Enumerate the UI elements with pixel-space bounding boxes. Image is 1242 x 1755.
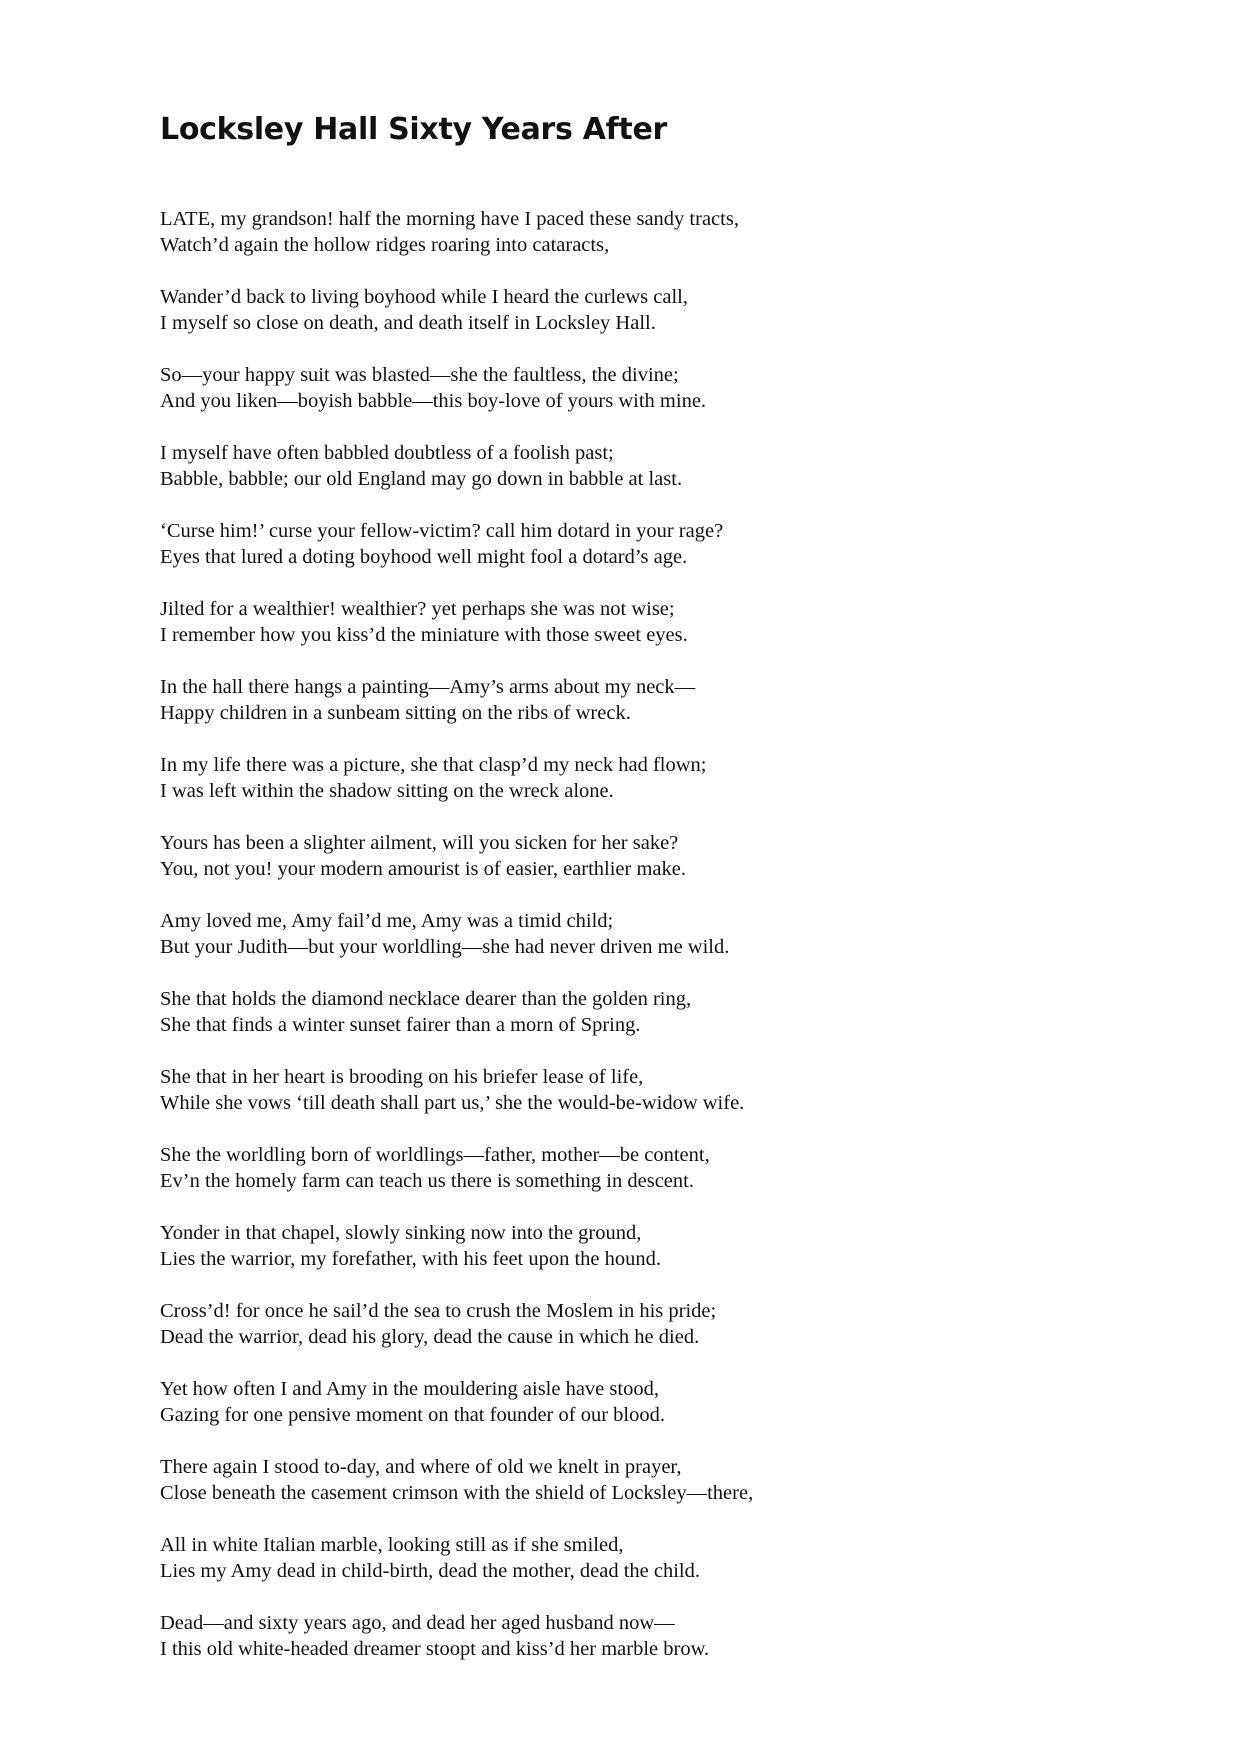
poem-line: Lies the warrior, my forefather, with his feet upon the hound.	[160, 1248, 662, 1270]
stanza	[160, 1376, 1160, 1454]
poem-line: I myself have often babbled doubtless of a foolish past;	[160, 442, 614, 464]
poem-line: Yours has been a slighter ailment, will you sicken for her sake?	[160, 832, 679, 854]
poem-line: Dead—and sixty years ago, and dead her aged husband now—	[160, 1612, 675, 1634]
poem-line: She that in her heart is brooding on his briefer lease of life,	[160, 1066, 644, 1088]
poem-title: Locksley Hall Sixty Years After	[160, 112, 667, 147]
poem-line: Amy loved me, Amy fail’d me, Amy was a timid child;	[160, 910, 614, 932]
poem-line: I remember how you kiss’d the miniature with those sweet eyes.	[160, 624, 688, 646]
stanza	[160, 1220, 1160, 1298]
stanza	[160, 1064, 1160, 1142]
stanza	[160, 908, 1160, 986]
poem-line: There again I stood to-day, and where of old we knelt in prayer,	[160, 1456, 682, 1478]
poem-line: I was left within the shadow sitting on the wreck alone.	[160, 780, 614, 802]
stanza	[160, 986, 1160, 1064]
poem-line: Happy children in a sunbeam sitting on the ribs of wreck.	[160, 702, 631, 724]
poem-line: Ev’n the homely farm can teach us there is something in descent.	[160, 1170, 694, 1192]
stanza	[160, 830, 1160, 908]
poem-body	[160, 206, 1160, 1688]
stanza	[160, 596, 1160, 674]
stanza	[160, 752, 1160, 830]
stanza	[160, 206, 1160, 284]
poem-line: Close beneath the casement crimson with the shield of Locksley—there,	[160, 1482, 754, 1504]
poem-line: Cross’d! for once he sail’d the sea to crush the Moslem in his pride;	[160, 1300, 717, 1322]
poem-line: Gazing for one pensive moment on that founder of our blood.	[160, 1404, 665, 1426]
stanza	[160, 362, 1160, 440]
poem-line: She the worldling born of worldlings—father, mother—be content,	[160, 1144, 710, 1166]
poem-line: Babble, babble; our old England may go down in babble at last.	[160, 468, 683, 490]
stanza	[160, 440, 1160, 518]
poem-line: While she vows ‘till death shall part us,’ she the would-be-widow wife.	[160, 1092, 745, 1114]
stanza	[160, 1610, 1160, 1688]
poem-line: Wander’d back to living boyhood while I heard the curlews call,	[160, 286, 688, 308]
poem-line: Yet how often I and Amy in the mouldering aisle have stood,	[160, 1378, 659, 1400]
poem-line: Lies my Amy dead in child-birth, dead the mother, dead the child.	[160, 1560, 701, 1582]
stanza	[160, 674, 1160, 752]
poem-line: ‘Curse him!’ curse your fellow-victim? call him dotard in your rage?	[160, 520, 724, 542]
stanza	[160, 284, 1160, 362]
poem-line: Watch’d again the hollow ridges roaring into cataracts,	[160, 234, 610, 256]
stanza	[160, 518, 1160, 596]
stanza	[160, 1532, 1160, 1610]
poem-line: Dead the warrior, dead his glory, dead the cause in which he died.	[160, 1326, 700, 1348]
poem-line: All in white Italian marble, looking still as if she smiled,	[160, 1534, 624, 1556]
poem-line: And you liken—boyish babble—this boy-love of yours with mine.	[160, 390, 707, 412]
poem-line: Yonder in that chapel, slowly sinking now into the ground,	[160, 1222, 642, 1244]
poem-line: LATE, my grandson! half the morning have I paced these sandy tracts,	[160, 208, 739, 230]
poem-line: I this old white-headed dreamer stoopt and kiss’d her marble brow.	[160, 1638, 710, 1660]
poem-line: I myself so close on death, and death itself in Locksley Hall.	[160, 312, 656, 334]
poem-line: In the hall there hangs a painting—Amy’s arms about my neck—	[160, 676, 696, 698]
stanza	[160, 1454, 1160, 1532]
poem-line: You, not you! your modern amourist is of easier, earthlier make.	[160, 858, 686, 880]
stanza	[160, 1298, 1160, 1376]
poem-line: So—your happy suit was blasted—she the faultless, the divine;	[160, 364, 679, 386]
poem-line: She that holds the diamond necklace dearer than the golden ring,	[160, 988, 692, 1010]
poem-line: In my life there was a picture, she that clasp’d my neck had flown;	[160, 754, 707, 776]
poem-line: But your Judith—but your worldling—she had never driven me wild.	[160, 936, 730, 958]
poem-line: Eyes that lured a doting boyhood well might fool a dotard’s age.	[160, 546, 688, 568]
poem-line: She that finds a winter sunset fairer than a morn of Spring.	[160, 1014, 641, 1036]
poem-line: Jilted for a wealthier! wealthier? yet perhaps she was not wise;	[160, 598, 675, 620]
stanza	[160, 1142, 1160, 1220]
